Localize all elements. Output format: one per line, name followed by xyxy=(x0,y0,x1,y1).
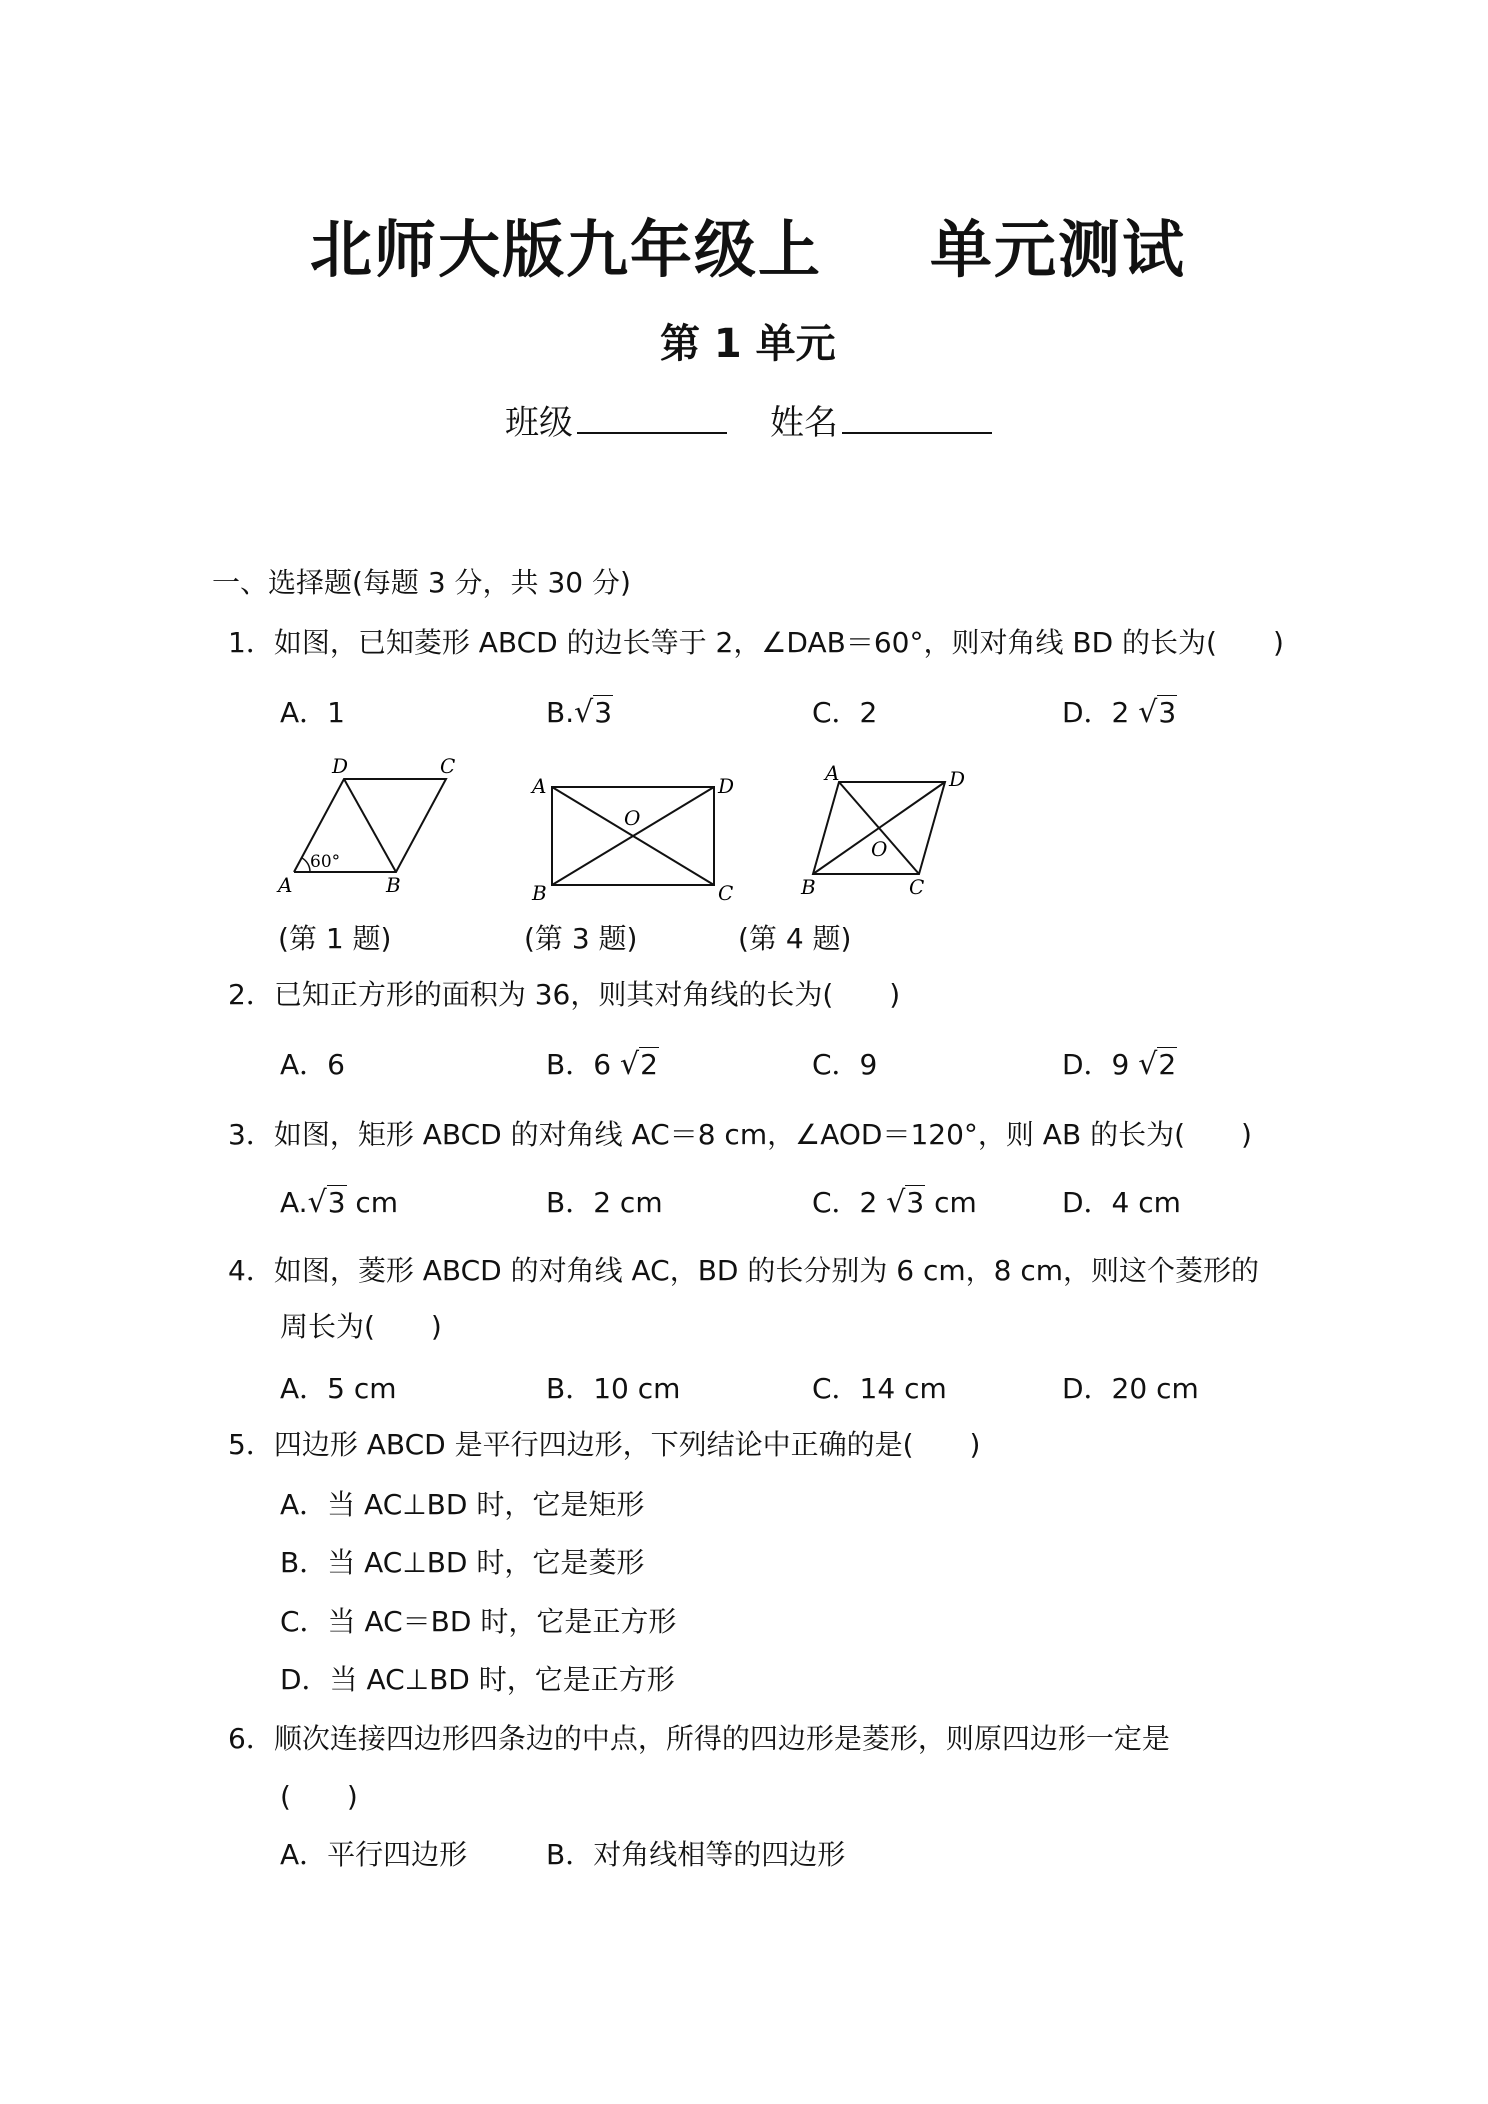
q3-text: 3．如图，矩形 ABCD 的对角线 AC＝8 cm，∠AOD＝120°，则 AB 的长为( ) xyxy=(228,1118,1252,1151)
sqrt-radical: √3 xyxy=(574,695,613,730)
vertex-b: B xyxy=(386,873,401,897)
q3-option-c: C．2 √3 cm xyxy=(812,1185,977,1220)
q4-text-line1: 4．如图，菱形 ABCD 的对角线 AC，BD 的长分别为 6 cm，8 cm，则这个菱形的 xyxy=(228,1254,1260,1287)
q4-text-line2: 周长为( ) xyxy=(280,1310,442,1343)
vertex-c: C xyxy=(909,875,925,899)
q3-option-d: D．4 cm xyxy=(1062,1186,1181,1219)
caption-figure-1: (第 1 题) xyxy=(278,922,392,955)
title-part2: 单元测试 xyxy=(930,213,1187,286)
caption-figure-3: (第 3 题) xyxy=(524,922,638,955)
sqrt-radical: √2 xyxy=(619,1047,658,1082)
q4-option-c: C．14 cm xyxy=(812,1372,947,1405)
sqrt-radical: √3 xyxy=(1138,695,1177,730)
q1-option-d: D．2 √3 xyxy=(1062,695,1177,730)
center-o: O xyxy=(624,806,641,830)
angle-label: 60° xyxy=(310,852,341,872)
diagonal-bd xyxy=(344,779,396,872)
q6-option-a: A．平行四边形 xyxy=(280,1838,468,1871)
q5-option-a: A．当 AC⊥BD 时，它是矩形 xyxy=(280,1488,645,1521)
figure-1-rhombus xyxy=(270,755,470,900)
vertex-b: B xyxy=(801,875,816,899)
class-field xyxy=(505,395,727,444)
vertex-b: B xyxy=(532,881,547,905)
q4-option-d: D．20 cm xyxy=(1062,1372,1199,1405)
q4-option-b: B．10 cm xyxy=(546,1372,681,1405)
class-label: 班级 xyxy=(505,403,573,443)
q1-option-a: A．1 xyxy=(280,696,345,729)
vertex-a: A xyxy=(532,774,547,798)
figure-4-rhombus xyxy=(795,760,985,905)
q5-option-c: C．当 AC＝BD 时，它是正方形 xyxy=(280,1605,677,1638)
vertex-a: A xyxy=(825,761,840,785)
name-label: 姓名 xyxy=(770,403,838,443)
name-blank[interactable] xyxy=(842,402,992,434)
sqrt-radical: √2 xyxy=(1138,1047,1177,1082)
vertex-d: D xyxy=(949,767,966,791)
q3-option-b: B．2 cm xyxy=(546,1186,663,1219)
q5-text: 5．四边形 ABCD 是平行四边形，下列结论中正确的是( ) xyxy=(228,1428,981,1461)
center-o: O xyxy=(871,837,888,861)
q4-option-a: A．5 cm xyxy=(280,1372,397,1405)
name-field xyxy=(770,395,992,444)
q3-option-a: A.√3 cm xyxy=(280,1185,399,1220)
caption-figure-4: (第 4 题) xyxy=(738,922,852,955)
q6-text-line1: 6．顺次连接四边形四条边的中点，所得的四边形是菱形，则原四边形一定是 xyxy=(228,1722,1170,1755)
sqrt-radical: √3 xyxy=(886,1185,925,1220)
vertex-c: C xyxy=(440,755,456,778)
subtitle: 第 1 单元 xyxy=(660,321,836,367)
figure-3-rectangle xyxy=(520,765,740,905)
q5-option-b: B．当 AC⊥BD 时，它是菱形 xyxy=(280,1546,645,1579)
vertex-a: A xyxy=(278,873,293,897)
vertex-d: D xyxy=(718,774,735,798)
q6-option-b: B．对角线相等的四边形 xyxy=(546,1838,846,1871)
q1-text: 1．如图，已知菱形 ABCD 的边长等于 2，∠DAB＝60°，则对角线 BD 的长为( ) xyxy=(228,626,1284,659)
q2-option-a: A．6 xyxy=(280,1048,345,1081)
q1-option-c: C．2 xyxy=(812,696,878,729)
q5-option-d: D．当 AC⊥BD 时，它是正方形 xyxy=(280,1663,675,1696)
q2-option-b: B．6 √2 xyxy=(546,1047,658,1082)
q6-text-line2: ( ) xyxy=(280,1780,358,1813)
vertex-d: D xyxy=(332,755,349,778)
angle-arc xyxy=(302,858,310,872)
section-heading: 一、选择题(每题 3 分，共 30 分) xyxy=(212,566,631,599)
q2-option-c: C．9 xyxy=(812,1048,878,1081)
q2-text: 2．已知正方形的面积为 36，则其对角线的长为( ) xyxy=(228,978,901,1011)
q1-option-b: B.√3 xyxy=(546,695,613,730)
sqrt-radical: √3 xyxy=(307,1185,346,1220)
q2-option-d: D．9 √2 xyxy=(1062,1047,1177,1082)
title-part1: 北师大版九年级上 xyxy=(310,213,823,286)
class-blank[interactable] xyxy=(577,402,727,434)
vertex-c: C xyxy=(718,881,734,905)
